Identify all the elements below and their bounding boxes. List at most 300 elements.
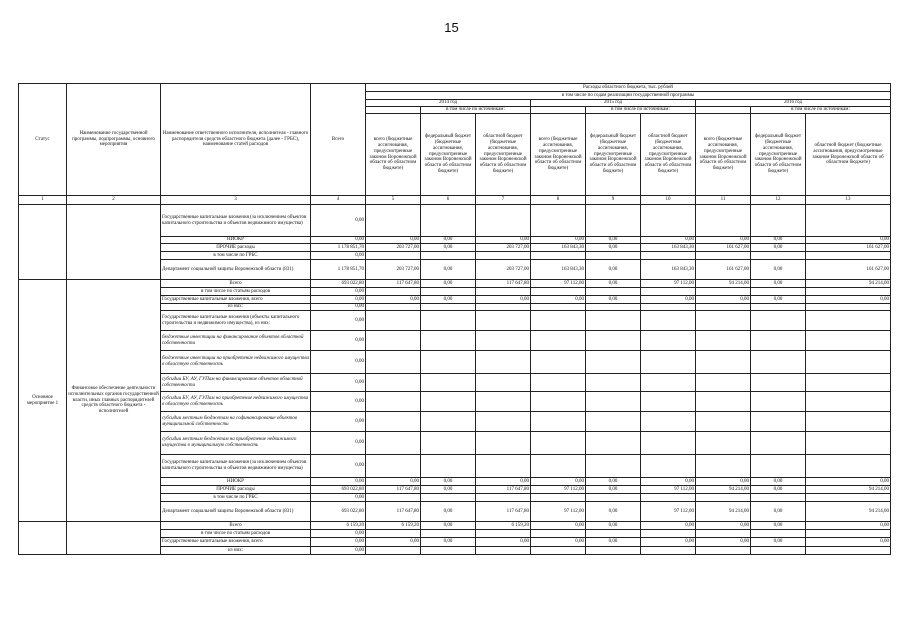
value-cell: 0,00 xyxy=(696,478,751,486)
value-cell: 97 112,00 xyxy=(641,502,696,522)
value-cell: 0,00 xyxy=(586,296,641,304)
value-cell: 0,00 xyxy=(421,237,476,244)
value-cell: 0,00 xyxy=(311,304,366,311)
value-cell: 0,00 xyxy=(311,455,366,478)
value-cell xyxy=(751,331,806,351)
value-cell xyxy=(751,304,806,311)
value-cell: 0,00 xyxy=(311,547,366,555)
value-cell xyxy=(586,530,641,538)
value-cell: 0,00 xyxy=(641,478,696,486)
value-cell xyxy=(806,252,891,260)
value-cell: 0,00 xyxy=(421,502,476,522)
value-cell: 94 214,00 xyxy=(696,502,751,522)
value-cell xyxy=(751,288,806,296)
value-cell xyxy=(366,547,421,555)
value-cell xyxy=(586,331,641,351)
header-sub-federal-2015: федеральный бюджет (бюджетные ассигнования, предусмотренные законом Воронежской области об областном бюджете) xyxy=(586,114,641,196)
value-cell: 94 214,00 xyxy=(696,280,751,288)
value-cell: 97 112,00 xyxy=(641,486,696,494)
value-cell xyxy=(586,412,641,432)
value-cell: 0,00 xyxy=(476,478,531,486)
value-cell xyxy=(476,494,531,502)
value-cell: 163 843,30 xyxy=(641,244,696,252)
value-cell xyxy=(751,374,806,392)
value-cell: 0,00 xyxy=(311,432,366,455)
status-cell-empty xyxy=(19,205,67,280)
value-cell xyxy=(696,304,751,311)
value-cell xyxy=(751,205,806,237)
value-cell: 0,00 xyxy=(806,237,891,244)
value-cell xyxy=(421,351,476,374)
value-cell xyxy=(366,432,421,455)
value-cell xyxy=(696,412,751,432)
value-cell: 0,00 xyxy=(641,522,696,530)
value-cell xyxy=(641,494,696,502)
value-cell: 0,00 xyxy=(586,280,641,288)
header-executor: Наименование ответственного исполнителя, исполнителя - главного распорядителя средств областного бюджета (далее - ГРБС), наименование статей расходов xyxy=(161,84,311,196)
header-year-2016: 2016 год xyxy=(696,100,891,107)
value-cell: 117 647,80 xyxy=(366,486,421,494)
row-label: НИОКР xyxy=(161,237,311,244)
value-cell: 0,00 xyxy=(751,296,806,304)
value-cell xyxy=(421,374,476,392)
status-cell: Основное мероприятие 1 xyxy=(19,280,67,522)
value-cell: 97 112,00 xyxy=(531,280,586,288)
value-cell xyxy=(696,432,751,455)
value-cell xyxy=(421,494,476,502)
value-cell xyxy=(696,311,751,331)
value-cell xyxy=(586,432,641,455)
value-cell: 0,00 xyxy=(806,522,891,530)
value-cell xyxy=(366,412,421,432)
value-cell: 6 159,20 xyxy=(311,522,366,530)
value-cell: 0,00 xyxy=(531,478,586,486)
value-cell xyxy=(366,351,421,374)
row-label: бюджетные инвестиции на финансирование объектов областной собственности xyxy=(161,331,311,351)
header-sources-2015: в том числе по источникам: xyxy=(586,107,696,114)
value-cell: 0,00 xyxy=(531,522,586,530)
value-cell: 0,00 xyxy=(476,296,531,304)
value-cell xyxy=(806,331,891,351)
value-cell xyxy=(476,288,531,296)
value-cell: 0,00 xyxy=(751,522,806,530)
row-label: в том числе по статьям расходов xyxy=(161,530,311,538)
program-cell-empty xyxy=(67,205,161,280)
row-label: Департамент социальной защиты Воронежской области (831) xyxy=(161,502,311,522)
value-cell xyxy=(421,311,476,331)
value-cell xyxy=(806,374,891,392)
value-cell: 6 159,20 xyxy=(476,522,531,530)
value-cell xyxy=(366,374,421,392)
value-cell: 0,00 xyxy=(696,538,751,547)
value-cell xyxy=(476,311,531,331)
column-numbers-row: 1 2 3 4 5 6 7 8 9 10 11 12 13 xyxy=(19,196,891,205)
value-cell: 97 112,00 xyxy=(531,502,586,522)
value-cell xyxy=(641,455,696,478)
value-cell xyxy=(366,455,421,478)
value-cell: 6 159,20 xyxy=(366,522,421,530)
value-cell: 0,00 xyxy=(311,392,366,412)
value-cell: 0,00 xyxy=(751,538,806,547)
value-cell xyxy=(366,392,421,412)
row-label: Всего xyxy=(161,522,311,530)
value-cell xyxy=(421,432,476,455)
row-label: бюджетные инвестиции на приобретение недвижимого имущества в областную собственность xyxy=(161,351,311,374)
value-cell xyxy=(806,494,891,502)
value-cell: 0,00 xyxy=(311,252,366,260)
value-cell: 0,00 xyxy=(641,237,696,244)
value-cell: 0,00 xyxy=(311,530,366,538)
value-cell: 0,00 xyxy=(586,522,641,530)
value-cell: 0,00 xyxy=(586,260,641,280)
value-cell xyxy=(696,205,751,237)
value-cell xyxy=(586,455,641,478)
value-cell: 97 112,00 xyxy=(641,280,696,288)
header-sub-regional-2014: областной бюджет (бюджетные ассигнования, предусмотренные законом Воронежской области об областном бюджете) xyxy=(476,114,531,196)
header-empty xyxy=(366,107,421,114)
value-cell xyxy=(641,530,696,538)
value-cell: 94 214,00 xyxy=(806,502,891,522)
value-cell xyxy=(531,374,586,392)
value-cell xyxy=(421,288,476,296)
value-cell: 0,00 xyxy=(696,522,751,530)
value-cell xyxy=(641,288,696,296)
value-cell xyxy=(476,412,531,432)
value-cell xyxy=(696,455,751,478)
value-cell xyxy=(366,205,421,237)
row-label: ПРОЧИЕ расходы xyxy=(161,486,311,494)
row-label: в том числе по ГРБС xyxy=(161,252,311,260)
value-cell: 0,00 xyxy=(531,538,586,547)
value-cell xyxy=(806,205,891,237)
header-by-years: в том числе по годам реализации государственной программы xyxy=(366,92,891,100)
header-sub-regional-2015: областной бюджет (бюджетные ассигнования, предусмотренные законом Воронежской области об областном бюджете) xyxy=(641,114,696,196)
value-cell: 161 627,00 xyxy=(806,244,891,252)
value-cell: 0,00 xyxy=(751,237,806,244)
value-cell: 0,00 xyxy=(586,538,641,547)
budget-table xyxy=(18,83,891,555)
value-cell: 0,00 xyxy=(311,237,366,244)
value-cell: 203 727,00 xyxy=(366,244,421,252)
value-cell: 0,00 xyxy=(421,260,476,280)
value-cell: 203 727,00 xyxy=(476,244,531,252)
value-cell xyxy=(806,412,891,432)
value-cell: 0,00 xyxy=(311,412,366,432)
value-cell: 203 727,00 xyxy=(366,260,421,280)
value-cell: 693 022,80 xyxy=(311,280,366,288)
value-cell: 0,00 xyxy=(311,288,366,296)
value-cell xyxy=(751,351,806,374)
table-row xyxy=(19,522,891,530)
value-cell xyxy=(806,311,891,331)
value-cell xyxy=(421,412,476,432)
value-cell: 1 178 851,70 xyxy=(311,244,366,252)
value-cell xyxy=(476,392,531,412)
value-cell xyxy=(366,331,421,351)
value-cell xyxy=(531,331,586,351)
value-cell xyxy=(806,432,891,455)
value-cell: 0,00 xyxy=(311,374,366,392)
value-cell xyxy=(531,392,586,412)
header-sub-federal-2014: федеральный бюджет (бюджетные ассигнования, предусмотренные законом Воронежской области об областном бюджете) xyxy=(421,114,476,196)
value-cell xyxy=(806,288,891,296)
header-sub-regional-2016: областной бюджет (бюджетные ассигнования, предусмотренные законом Воронежской области об областном бюджете) xyxy=(806,114,891,196)
value-cell xyxy=(641,252,696,260)
value-cell xyxy=(421,392,476,412)
row-label: Государственные капитальные вложения (за исключением объектов капитального строительства и объектов недвижимого имущества) xyxy=(161,205,311,237)
value-cell xyxy=(366,304,421,311)
value-cell: 161 627,00 xyxy=(806,260,891,280)
value-cell: 0,00 xyxy=(641,296,696,304)
value-cell: 0,00 xyxy=(806,538,891,547)
value-cell: 0,00 xyxy=(366,538,421,547)
value-cell: 94 214,00 xyxy=(696,486,751,494)
value-cell: 0,00 xyxy=(586,502,641,522)
value-cell xyxy=(476,374,531,392)
value-cell xyxy=(421,547,476,555)
value-cell xyxy=(641,304,696,311)
value-cell xyxy=(751,455,806,478)
header-expenses: Расходы областного бюджета, тыс. рублей xyxy=(366,84,891,92)
value-cell: 0,00 xyxy=(696,237,751,244)
table-row xyxy=(19,280,891,288)
row-label: из них: xyxy=(161,304,311,311)
value-cell xyxy=(696,374,751,392)
header-sub-all-2016: всего (бюджетные ассигнования, предусмотренные законом Воронежской области об областном бюджете) xyxy=(696,114,751,196)
value-cell xyxy=(641,547,696,555)
value-cell: 0,00 xyxy=(751,260,806,280)
value-cell: 0,00 xyxy=(806,296,891,304)
value-cell xyxy=(476,252,531,260)
row-label: Департамент социальной защиты Воронежской области (831) xyxy=(161,260,311,280)
value-cell xyxy=(586,494,641,502)
value-cell xyxy=(696,288,751,296)
value-cell xyxy=(476,351,531,374)
row-label: субсидии БУ, АУ, ГУПам на приобретение недвижимого имущества в областную собственность xyxy=(161,392,311,412)
program-cell: Финансовое обеспечение деятельности исполнительных органов государственной власти, иных главных распорядителей средств областного бюджета - исполнителей xyxy=(67,280,161,522)
value-cell: 0,00 xyxy=(751,244,806,252)
value-cell xyxy=(586,392,641,412)
value-cell: 117 647,80 xyxy=(476,280,531,288)
value-cell xyxy=(641,412,696,432)
value-cell: 94 214,00 xyxy=(806,280,891,288)
value-cell xyxy=(751,392,806,412)
value-cell xyxy=(421,530,476,538)
value-cell: 163 843,30 xyxy=(531,260,586,280)
header-total: Всего xyxy=(311,84,366,196)
value-cell: 0,00 xyxy=(586,237,641,244)
value-cell xyxy=(366,530,421,538)
value-cell xyxy=(531,288,586,296)
value-cell xyxy=(586,304,641,311)
value-cell xyxy=(751,412,806,432)
value-cell: 0,00 xyxy=(311,351,366,374)
value-cell xyxy=(366,311,421,331)
value-cell: 0,00 xyxy=(421,486,476,494)
value-cell: 117 647,80 xyxy=(366,280,421,288)
value-cell: 0,00 xyxy=(311,331,366,351)
value-cell: 0,00 xyxy=(421,522,476,530)
row-label: ПРОЧИЕ расходы xyxy=(161,244,311,252)
row-label: Государственные капитальные вложения, всего xyxy=(161,538,311,547)
header-sources-2014: в том числе по источникам: xyxy=(421,107,531,114)
value-cell xyxy=(421,455,476,478)
value-cell xyxy=(751,494,806,502)
row-label: Всего xyxy=(161,280,311,288)
value-cell xyxy=(531,455,586,478)
value-cell xyxy=(806,455,891,478)
row-label: Государственные капитальные вложения (за исключением объектов капитального строительства и объектов недвижимого имущества) xyxy=(161,455,311,478)
value-cell: 693 022,80 xyxy=(311,502,366,522)
value-cell xyxy=(531,252,586,260)
value-cell xyxy=(641,351,696,374)
value-cell: 0,00 xyxy=(421,538,476,547)
header-empty xyxy=(696,107,751,114)
value-cell xyxy=(586,311,641,331)
value-cell: 0,00 xyxy=(311,538,366,547)
value-cell: 0,00 xyxy=(311,478,366,486)
table-body xyxy=(19,205,891,555)
value-cell: 117 647,80 xyxy=(366,502,421,522)
value-cell: 0,00 xyxy=(751,502,806,522)
row-label: в том числе по статьям расходов xyxy=(161,288,311,296)
value-cell xyxy=(806,304,891,311)
header-sub-all-2014: всего (бюджетные ассигнования, предусмотренные законом Воронежской области об областном бюджете) xyxy=(366,114,421,196)
value-cell: 0,00 xyxy=(421,244,476,252)
value-cell: 0,00 xyxy=(476,538,531,547)
value-cell xyxy=(421,304,476,311)
value-cell: 117 647,80 xyxy=(476,486,531,494)
row-label: НИОКР xyxy=(161,478,311,486)
value-cell: 0,00 xyxy=(476,237,531,244)
value-cell: 161 627,00 xyxy=(696,244,751,252)
program-cell-next xyxy=(67,522,161,555)
value-cell xyxy=(641,331,696,351)
value-cell xyxy=(751,311,806,331)
header-sub-federal-2016: федеральный бюджет (бюджетные ассигнования, предусмотренные законом Воронежской области об областном бюджете) xyxy=(751,114,806,196)
value-cell xyxy=(751,530,806,538)
value-cell: 203 727,00 xyxy=(476,260,531,280)
value-cell xyxy=(531,412,586,432)
header-year-2015: 2015 год xyxy=(531,100,696,107)
value-cell xyxy=(476,331,531,351)
value-cell: 0,00 xyxy=(806,478,891,486)
value-cell xyxy=(586,351,641,374)
row-label: в том числе по ГРБС xyxy=(161,494,311,502)
value-cell: 0,00 xyxy=(311,296,366,304)
value-cell xyxy=(531,311,586,331)
value-cell: 163 843,30 xyxy=(531,244,586,252)
value-cell xyxy=(476,547,531,555)
value-cell xyxy=(641,311,696,331)
value-cell xyxy=(806,530,891,538)
value-cell: 0,00 xyxy=(751,486,806,494)
value-cell xyxy=(641,432,696,455)
value-cell xyxy=(531,351,586,374)
value-cell: 94 214,00 xyxy=(806,486,891,494)
header-program: Наименование государственной программы, подпрограммы, основного мероприятия xyxy=(67,84,161,196)
value-cell: 0,00 xyxy=(751,478,806,486)
value-cell: 163 843,30 xyxy=(641,260,696,280)
row-label: субсидии местным бюджетам на софинансирование объектов муниципальной собственности xyxy=(161,412,311,432)
value-cell xyxy=(421,205,476,237)
value-cell: 0,00 xyxy=(311,205,366,237)
value-cell xyxy=(751,547,806,555)
value-cell xyxy=(806,547,891,555)
value-cell xyxy=(641,374,696,392)
value-cell xyxy=(476,455,531,478)
value-cell xyxy=(531,494,586,502)
value-cell: 0,00 xyxy=(366,237,421,244)
value-cell xyxy=(366,288,421,296)
value-cell xyxy=(531,547,586,555)
value-cell: 161 627,00 xyxy=(696,260,751,280)
value-cell xyxy=(531,304,586,311)
value-cell xyxy=(586,252,641,260)
row-label: Государственные капитальные вложения, всего xyxy=(161,296,311,304)
value-cell xyxy=(586,374,641,392)
value-cell: 0,00 xyxy=(421,280,476,288)
header-sub-all-2015: всего (бюджетные ассигнования, предусмотренные законом Воронежской области об областном бюджете) xyxy=(531,114,586,196)
header-sources-2016: в том числе по источникам: xyxy=(751,107,891,114)
value-cell xyxy=(696,331,751,351)
value-cell xyxy=(696,494,751,502)
value-cell xyxy=(366,494,421,502)
value-cell xyxy=(531,432,586,455)
value-cell xyxy=(641,392,696,412)
value-cell: 97 112,00 xyxy=(531,486,586,494)
table-row xyxy=(19,205,891,237)
status-cell-next xyxy=(19,522,67,555)
value-cell: 0,00 xyxy=(366,296,421,304)
header-year-2014: 2014 год xyxy=(366,100,531,107)
value-cell xyxy=(696,392,751,412)
row-label: субсидии БУ, АУ, ГУПам на финансирование объектов областной собственности xyxy=(161,374,311,392)
value-cell xyxy=(806,351,891,374)
value-cell xyxy=(806,392,891,412)
header-empty xyxy=(531,107,586,114)
value-cell xyxy=(421,252,476,260)
row-label: из них: xyxy=(161,547,311,555)
value-cell xyxy=(696,530,751,538)
value-cell xyxy=(531,530,586,538)
value-cell: 0,00 xyxy=(586,486,641,494)
value-cell: 0,00 xyxy=(311,311,366,331)
row-label: субсидии местным бюджетам на приобретение недвижимого имущества в муниципальную собственность xyxy=(161,432,311,455)
value-cell xyxy=(476,304,531,311)
value-cell: 0,00 xyxy=(696,296,751,304)
value-cell: 0,00 xyxy=(531,296,586,304)
value-cell: 693 022,80 xyxy=(311,486,366,494)
value-cell: 0,00 xyxy=(586,244,641,252)
value-cell xyxy=(586,205,641,237)
value-cell: 0,00 xyxy=(421,478,476,486)
value-cell xyxy=(586,288,641,296)
value-cell: 117 647,80 xyxy=(476,502,531,522)
header-status: Статус xyxy=(19,84,67,196)
value-cell xyxy=(531,205,586,237)
value-cell xyxy=(696,351,751,374)
value-cell xyxy=(751,252,806,260)
value-cell: 0,00 xyxy=(531,237,586,244)
value-cell xyxy=(421,331,476,351)
value-cell: 0,00 xyxy=(751,280,806,288)
value-cell xyxy=(696,547,751,555)
value-cell: 0,00 xyxy=(586,478,641,486)
value-cell xyxy=(366,252,421,260)
value-cell xyxy=(476,205,531,237)
value-cell: 0,00 xyxy=(641,538,696,547)
